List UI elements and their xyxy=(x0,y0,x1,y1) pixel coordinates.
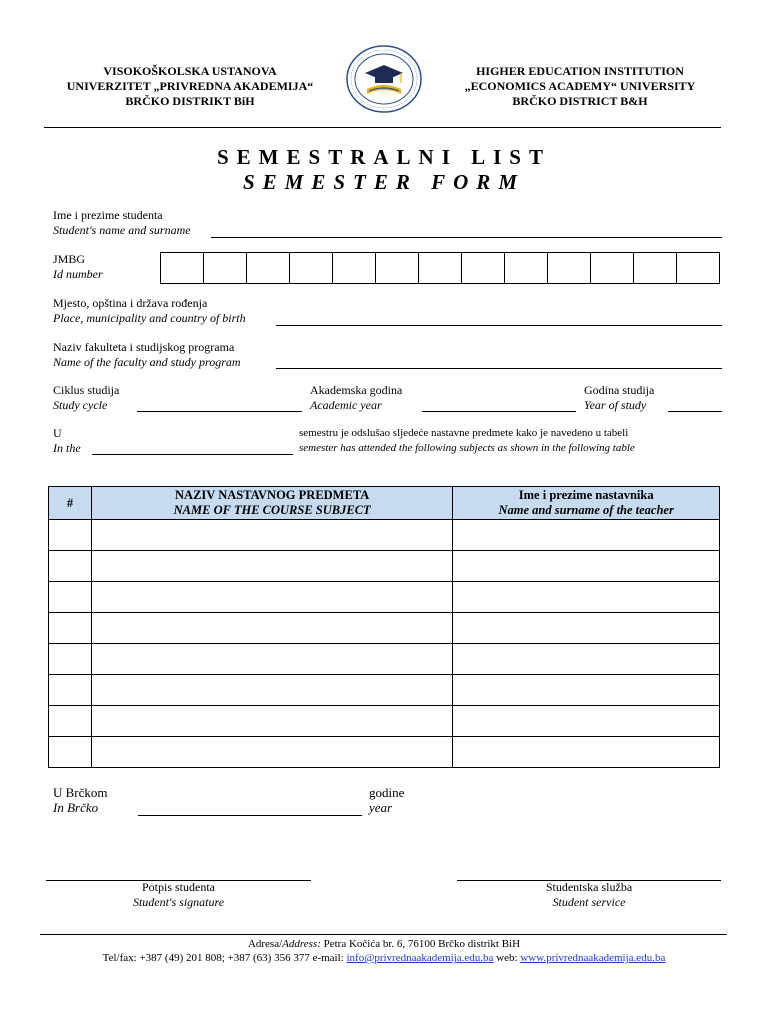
jmbg-cell[interactable] xyxy=(419,253,462,284)
university-seal-logo xyxy=(345,45,423,113)
col-teacher-header xyxy=(453,487,720,520)
jmbg-cell[interactable] xyxy=(634,253,677,284)
footer-address-label: Adresa/ xyxy=(247,938,283,950)
table-row xyxy=(49,582,720,613)
academic-year-label xyxy=(310,383,402,413)
year-label-en: year xyxy=(369,800,393,815)
row-number-cell[interactable] xyxy=(49,737,92,768)
header-divider xyxy=(44,127,721,128)
birth-field[interactable] xyxy=(276,325,722,326)
cycle-field[interactable] xyxy=(137,411,302,412)
header-left-line-3: BRČKO DISTRIKT BiH xyxy=(125,94,255,108)
semester-text-bs: semestru je odslušao sljedeće nastavne predmete kako je navedeno u tabeli xyxy=(299,427,629,439)
teacher-cell[interactable] xyxy=(453,582,720,613)
col-subject-header xyxy=(91,487,452,520)
semester-field[interactable] xyxy=(92,454,293,455)
jmbg-label xyxy=(53,252,103,282)
header-right xyxy=(430,64,730,109)
title-en: SEMESTER FORM xyxy=(243,170,525,194)
student-service-bs: Studentska služba xyxy=(545,880,633,894)
student-signature-en: Student's signature xyxy=(132,895,225,909)
jmbg-cell[interactable] xyxy=(591,253,634,284)
jmbg-label-en: Id number xyxy=(53,267,103,281)
subject-cell[interactable] xyxy=(91,737,452,768)
faculty-label-bs: Naziv fakulteta i studijskog programa xyxy=(53,340,235,354)
subject-cell[interactable] xyxy=(91,644,452,675)
table-row xyxy=(49,551,720,582)
student-service-en: Student service xyxy=(552,895,626,909)
year-of-study-label-en: Year of study xyxy=(584,398,647,412)
name-label xyxy=(53,208,191,238)
table-row xyxy=(49,706,720,737)
birth-label-en: Place, municipality and country of birth xyxy=(53,311,246,325)
col-number-header: # xyxy=(49,487,92,520)
row-number-cell[interactable] xyxy=(49,644,92,675)
title-bs: SEMESTRALNI LIST xyxy=(217,145,551,169)
footer-tel: Tel/fax: +387 (49) 201 808; +387 (63) 356 377 e-mail: xyxy=(102,952,347,964)
jmbg-grid xyxy=(160,252,720,284)
jmbg-cell[interactable] xyxy=(505,253,548,284)
name-field[interactable] xyxy=(211,237,722,238)
footer-address-text: Petra Kočića br. 6, 76100 Brčko distrikt BiH xyxy=(320,938,521,950)
teacher-cell[interactable] xyxy=(453,644,720,675)
jmbg-cell[interactable] xyxy=(548,253,591,284)
academic-year-label-en: Academic year xyxy=(310,398,382,412)
semester-text-en: semester has attended the following subjects as shown in the following table xyxy=(299,442,635,454)
cycle-label-en: Study cycle xyxy=(53,398,108,412)
subject-cell[interactable] xyxy=(91,520,452,551)
name-label-en: Student's name and surname xyxy=(53,223,191,237)
year-of-study-label-bs: Godina studija xyxy=(584,383,655,397)
footer-email-link[interactable]: info@privrednaakademija.edu.ba xyxy=(346,952,494,964)
jmbg-label-bs: JMBG xyxy=(53,252,86,266)
row-number-cell[interactable] xyxy=(49,551,92,582)
row-number-cell[interactable] xyxy=(49,520,92,551)
courses-table xyxy=(48,486,720,768)
name-label-bs: Ime i prezime studenta xyxy=(53,208,163,222)
footer-divider xyxy=(40,934,727,935)
col-subject-header-en: NAME OF THE COURSE SUBJECT xyxy=(173,503,371,517)
row-number-cell[interactable] xyxy=(49,613,92,644)
jmbg-cell[interactable] xyxy=(290,253,333,284)
year-label xyxy=(369,785,404,815)
jmbg-cell[interactable] xyxy=(161,253,204,284)
faculty-label-en: Name of the faculty and study program xyxy=(53,355,241,369)
jmbg-cell[interactable] xyxy=(677,253,720,284)
place-label-en: In Brčko xyxy=(53,800,99,815)
student-signature-caption xyxy=(46,880,311,910)
row-number-cell[interactable] xyxy=(49,582,92,613)
jmbg-cell[interactable] xyxy=(247,253,290,284)
jmbg-cell[interactable] xyxy=(333,253,376,284)
place-label xyxy=(53,785,108,815)
semester-label xyxy=(53,426,81,456)
jmbg-cell[interactable] xyxy=(462,253,505,284)
birth-label xyxy=(53,296,246,326)
col-subject-header-bs: NAZIV NASTAVNOG PREDMETA xyxy=(175,488,370,502)
footer-web-link[interactable]: www.privrednaakademija.edu.ba xyxy=(520,952,666,964)
year-label-bs: godine xyxy=(369,785,405,800)
teacher-cell[interactable] xyxy=(453,551,720,582)
footer-address xyxy=(0,937,768,951)
subject-cell[interactable] xyxy=(91,675,452,706)
date-field[interactable] xyxy=(138,815,362,816)
header-right-line-3: BRČKO DISTRICT B&H xyxy=(512,94,648,108)
table-row xyxy=(49,613,720,644)
birth-label-bs: Mjesto, opština i država rođenja xyxy=(53,296,208,310)
table-row xyxy=(49,737,720,768)
student-signature-bs: Potpis studenta xyxy=(141,880,215,894)
header-right-line-1: HIGHER EDUCATION INSTITUTION xyxy=(476,64,684,78)
header-left-line-1: VISOKOŠKOLSKA USTANOVA xyxy=(103,64,277,78)
table-row xyxy=(49,520,720,551)
row-number-cell[interactable] xyxy=(49,706,92,737)
cycle-label xyxy=(53,383,119,413)
subject-cell[interactable] xyxy=(91,706,452,737)
teacher-cell[interactable] xyxy=(453,706,720,737)
teacher-cell[interactable] xyxy=(453,737,720,768)
semester-text xyxy=(299,426,635,456)
subject-cell[interactable] xyxy=(91,551,452,582)
faculty-field[interactable] xyxy=(276,368,722,369)
header-right-line-2: „ECONOMICS ACADEMY“ UNIVERSITY xyxy=(464,79,696,93)
year-of-study-field[interactable] xyxy=(668,411,722,412)
jmbg-cell[interactable] xyxy=(376,253,419,284)
footer-address-label-en: Address: xyxy=(282,938,321,950)
teacher-cell[interactable] xyxy=(453,520,720,551)
table-row xyxy=(49,675,720,706)
table-row xyxy=(49,644,720,675)
subject-cell[interactable] xyxy=(91,613,452,644)
courses-table-header xyxy=(49,487,720,520)
subject-cell[interactable] xyxy=(91,582,452,613)
semester-label-bs: U xyxy=(53,426,62,440)
header-left-line-2: UNIVERZITET „PRIVREDNA AKADEMIJA“ xyxy=(66,79,314,93)
faculty-label xyxy=(53,340,241,370)
semester-label-en: In the xyxy=(53,441,81,455)
year-of-study-label xyxy=(584,383,654,413)
student-service-caption xyxy=(457,880,721,910)
teacher-cell[interactable] xyxy=(453,613,720,644)
header-left xyxy=(40,64,340,109)
academic-year-field[interactable] xyxy=(422,411,576,412)
teacher-cell[interactable] xyxy=(453,675,720,706)
footer-contact xyxy=(0,951,768,965)
jmbg-cell[interactable] xyxy=(204,253,247,284)
row-number-cell[interactable] xyxy=(49,675,92,706)
place-label-bs: U Brčkom xyxy=(53,785,108,800)
academic-year-label-bs: Akademska godina xyxy=(310,383,403,397)
col-teacher-header-en: Name and surname of the teacher xyxy=(498,503,674,517)
col-teacher-header-bs: Ime i prezime nastavnika xyxy=(518,488,654,502)
footer-web-label: web: xyxy=(493,952,521,964)
cycle-label-bs: Ciklus studija xyxy=(53,383,120,397)
